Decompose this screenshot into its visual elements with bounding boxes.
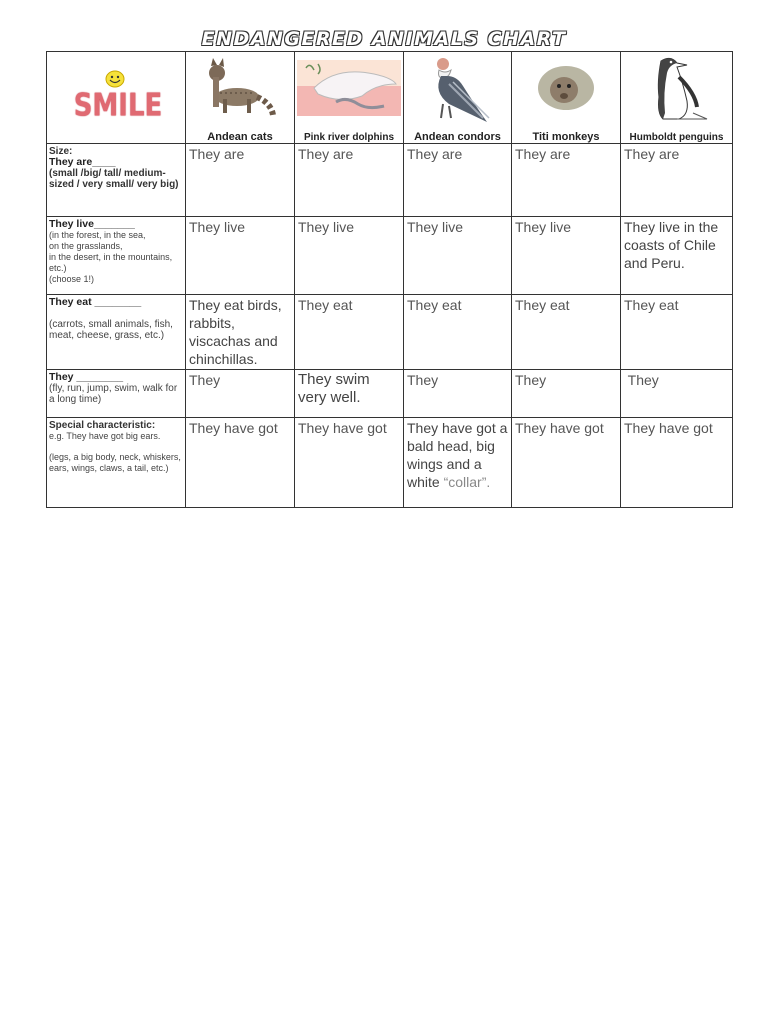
- special-answer-andean-cats[interactable]: They have got: [186, 418, 295, 508]
- column-header-andean-cats: Andean cats: [186, 129, 295, 144]
- eat-answer-titi-monkeys[interactable]: They eat: [512, 295, 621, 370]
- eat-answer-dolphins[interactable]: They eat: [295, 295, 404, 370]
- special-answer-titi-monkeys[interactable]: They have got: [512, 418, 621, 508]
- penguin-image-cell: [621, 52, 733, 130]
- special-answer-condors-cell[interactable]: [404, 418, 512, 508]
- animals-chart-table: [46, 51, 733, 508]
- live-hint-4: etc.): [49, 263, 67, 273]
- live-answer-condors[interactable]: They live: [404, 217, 512, 295]
- wild-cat-icon: [195, 53, 285, 123]
- live-hint-3: in the desert, in the mountains,: [49, 252, 173, 262]
- penguin-icon: [637, 53, 717, 123]
- andean-cat-image-cell: [186, 52, 295, 130]
- ability-hint: (fly, run, jump, swim, walk for a long time): [49, 383, 178, 405]
- ability-answer-dolphins[interactable]: They swim very well.: [295, 370, 404, 418]
- size-label: Size:: [49, 146, 73, 157]
- live-hint-1: (in the forest, in the sea,: [49, 230, 146, 240]
- live-answer-penguins[interactable]: They live in the coasts of Chile and Peru.: [621, 217, 733, 295]
- eat-prompt: They eat ________: [49, 296, 142, 308]
- eat-answer-penguins[interactable]: They eat: [621, 295, 733, 370]
- size-row: [47, 144, 733, 217]
- column-header-titi-monkeys: Titi monkeys: [512, 129, 621, 144]
- special-row: [47, 418, 733, 508]
- size-answer-andean-cats[interactable]: They are: [186, 144, 295, 217]
- ability-prompt: They ________: [49, 371, 124, 383]
- eat-hint: (carrots, small animals, fish, meat, cheese, grass, etc.): [49, 319, 173, 341]
- special-answer-penguins[interactable]: They have got: [621, 418, 733, 508]
- live-prompt: They live_______: [49, 218, 135, 230]
- ability-answer-condors[interactable]: They: [404, 370, 512, 418]
- logo-cell: [47, 52, 186, 144]
- size-answer-dolphins[interactable]: They are: [295, 144, 404, 217]
- column-header-pink-river-dolphins: Pink river dolphins: [295, 129, 404, 144]
- eat-answer-andean-cats[interactable]: They eat birds, rabbits, viscachas and chinchillas.: [186, 295, 295, 370]
- live-row: [47, 217, 733, 295]
- size-answer-penguins[interactable]: They are: [621, 144, 733, 217]
- special-hint: (legs, a big body, neck, whiskers, ears, wings, claws, a tail, etc.): [49, 452, 181, 473]
- monkey-icon: [531, 58, 601, 118]
- live-hint-2: on the grasslands,: [49, 241, 123, 251]
- column-header-andean-condors: Andean condors: [404, 129, 512, 144]
- page-title: ENDANGERED ANIMALS CHART: [201, 28, 567, 50]
- eat-question-cell: [47, 295, 186, 370]
- eat-row: [47, 295, 733, 370]
- live-hint-5: (choose 1!): [49, 274, 95, 284]
- live-question-cell: [47, 217, 186, 295]
- eat-answer-condors[interactable]: They eat: [404, 295, 512, 370]
- smile-logo: SMILE: [73, 87, 163, 124]
- monkey-image-cell: [512, 52, 621, 130]
- header-image-row: [47, 52, 733, 130]
- ability-question-cell: [47, 370, 186, 418]
- live-answer-titi-monkeys[interactable]: They live: [512, 217, 621, 295]
- ability-answer-penguins[interactable]: They: [621, 370, 733, 418]
- size-answer-condors[interactable]: They are: [404, 144, 512, 217]
- size-answer-titi-monkeys[interactable]: They are: [512, 144, 621, 217]
- dolphin-image-cell: [295, 52, 404, 130]
- live-answer-dolphins[interactable]: They live: [295, 217, 404, 295]
- special-question-cell: [47, 418, 186, 508]
- ability-answer-andean-cats[interactable]: They: [186, 370, 295, 418]
- size-prompt: They are____: [49, 156, 116, 168]
- special-answer-dolphins[interactable]: They have got: [295, 418, 404, 508]
- special-answer-condors-collar: “collar”.: [443, 474, 491, 490]
- live-answer-andean-cats[interactable]: They live: [186, 217, 295, 295]
- condor-icon: [413, 52, 503, 124]
- special-example: e.g. They have got big ears.: [49, 431, 161, 441]
- ability-row: [47, 370, 733, 418]
- special-label: Special characteristic:: [49, 420, 156, 431]
- size-question-cell: [47, 144, 186, 217]
- condor-image-cell: [404, 52, 512, 130]
- dolphin-icon: [296, 58, 402, 118]
- ability-answer-titi-monkeys[interactable]: They: [512, 370, 621, 418]
- special-answer-condors: They have got a bald head, big wings and a white: [407, 420, 508, 490]
- size-hint: (small /big/ tall/ medium-sized / very small/ very big): [49, 168, 179, 190]
- column-header-humboldt-penguins: Humboldt penguins: [621, 129, 733, 144]
